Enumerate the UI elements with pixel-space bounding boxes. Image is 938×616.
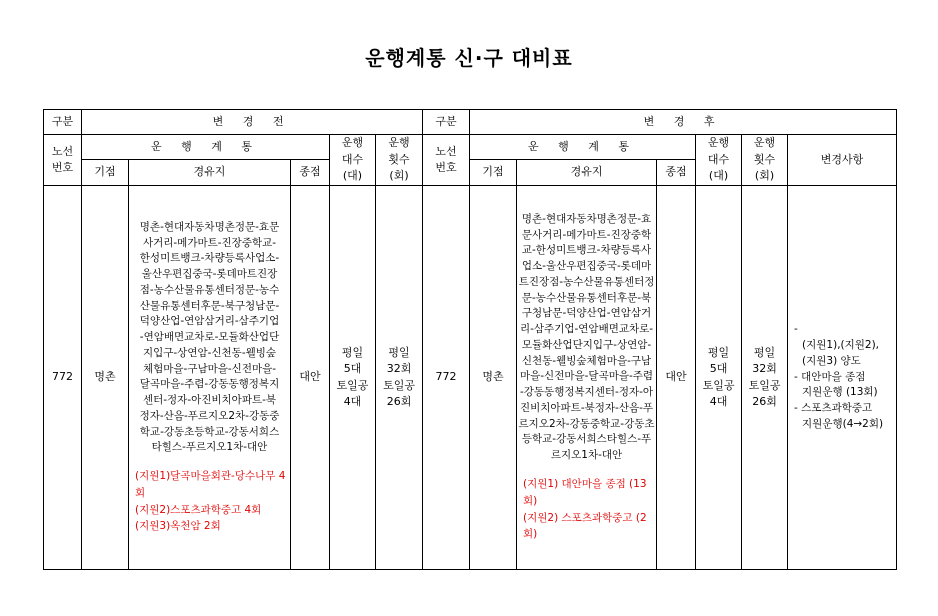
origin-after: 명촌 bbox=[470, 186, 517, 570]
header-bus-count-before: 운행 대수 (대) bbox=[330, 135, 376, 186]
branches-after: (지원1) 대안마을 종점 (13회) (지원2) 스포츠과학중고 (2회) bbox=[523, 477, 647, 541]
header-route-system-before: 운 행 계 통 bbox=[82, 135, 330, 160]
table-row bbox=[44, 186, 897, 570]
trip-count-after: 평일 32회 토일공 26회 bbox=[742, 186, 788, 570]
terminus-before: 대안 bbox=[291, 186, 330, 570]
via-before: 명촌-현대자동차명촌정문-효문 사거리-메가마트-진장중학교- 한성미트뱅크-차량등록사업소- 울산우편집중국-롯데마트진장 점-농수산물유통센터정문-농수 산물유통센터후문-북구청남문- 덕양산업-연암삼거리-삼주기업 -연암배면교차로-모듈화산업단 지입구-상연암-신천동-웰빙숲 체험마을-구남마을-신전마을- 달곡마을-주렴-강동동행정복지 센터-정자-아진비치아파트-북 정자-산음-푸르지오2차-강동중 학교-강동초등학교-강동서희스 타힐스-푸르지오1차-대안 (지원1)달곡마을회관-당수나무 4회 (지원2)스포츠과학중고 4회 (지원3)옥천암 2회 bbox=[129, 186, 291, 570]
trip-count-before: 평일 32회 토일공 26회 bbox=[376, 186, 423, 570]
header-after: 변 경 후 bbox=[470, 110, 897, 135]
header-before: 변 경 전 bbox=[82, 110, 423, 135]
header-route-no-after: 노선 번호 bbox=[423, 135, 470, 186]
via-after: 명촌-현대자동차명촌정문-효 문사거리-메가마트-진장중학 교-한성미트뱅크-차량등록사 업소-울산우편집중국-롯데마 트진장점-농수산물유통센터정 문-농수산물유통센터후문-북 구청남문-덕양산업-연암삼거 리-삼주기업-연암배면교차로- 모듈화산업단지입구-상연암- 신천동-웰빙숲체험마을-구남 마을-신전마을-달곡마을-주렴 -강동동행정복지센터-정자-아 진비치아파트-북정자-산음-푸 르지오2차-강동중학교-강동초 등학교-강동서희스타힐스-푸 르지오1차-대안 (지원1) 대안마을 종점 (13회) (지원2) 스포츠과학중고 (2회) bbox=[517, 186, 657, 570]
header-category-before: 구분 bbox=[44, 110, 82, 135]
header-terminus-after: 종점 bbox=[657, 160, 696, 186]
route-no-before: 772 bbox=[44, 186, 82, 570]
changes-notes: - (지원1),(지원2), (지원3) 양도 - 대안마을 종점 지원운행 (13회) - 스포츠과학중고 지원운행(4→2회) bbox=[788, 186, 897, 570]
header-bus-count-after: 운행 대수 (대) bbox=[696, 135, 742, 186]
header-trip-count-before: 운행 횟수 (회) bbox=[376, 135, 423, 186]
origin-before: 명촌 bbox=[82, 186, 129, 570]
comparison-table bbox=[43, 109, 897, 570]
header-terminus-before: 종점 bbox=[291, 160, 330, 186]
header-trip-count-after: 운행 횟수 (회) bbox=[742, 135, 788, 186]
header-route-system-after: 운 행 계 통 bbox=[470, 135, 696, 160]
bus-count-after: 평일 5대 토일공 4대 bbox=[696, 186, 742, 570]
route-no-after: 772 bbox=[423, 186, 470, 570]
header-origin-after: 기점 bbox=[470, 160, 517, 186]
header-route-no-before: 노선 번호 bbox=[44, 135, 82, 186]
bus-count-before: 평일 5대 토일공 4대 bbox=[330, 186, 376, 570]
header-changes: 변경사항 bbox=[788, 135, 897, 186]
header-origin-before: 기점 bbox=[82, 160, 129, 186]
page-title: 운행계통 신·구 대비표 bbox=[365, 46, 573, 70]
header-via-before: 경유지 bbox=[129, 160, 291, 186]
header-via-after: 경유지 bbox=[517, 160, 657, 186]
branches-before: (지원1)달곡마을회관-당수나무 4회 (지원2)스포츠과학중고 4회 (지원3)옥천암 2회 bbox=[135, 470, 286, 533]
header-category-after: 구분 bbox=[423, 110, 470, 135]
terminus-after: 대안 bbox=[657, 186, 696, 570]
